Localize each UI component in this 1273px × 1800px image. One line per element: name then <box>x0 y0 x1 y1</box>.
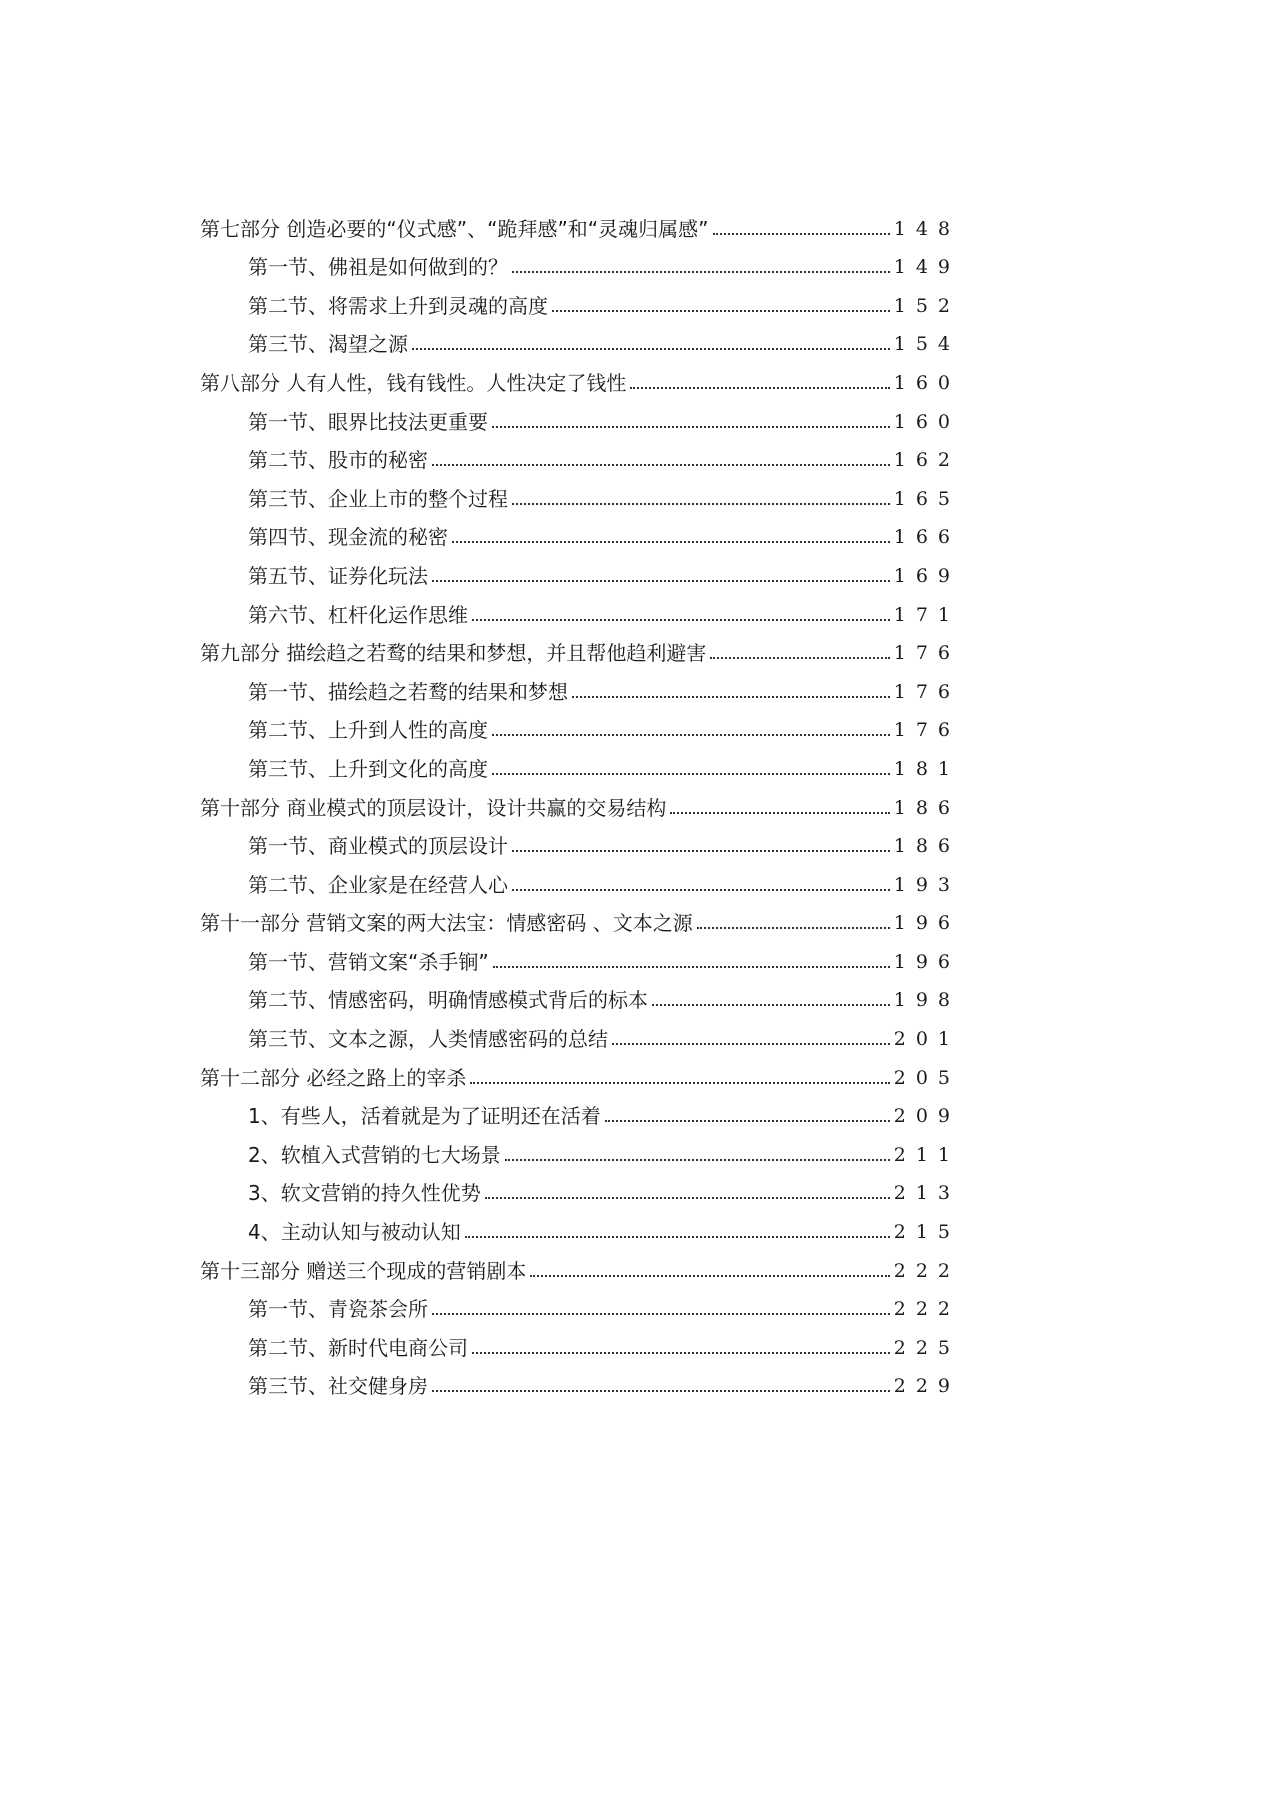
dot-leader <box>432 1313 890 1315</box>
toc-page-number: 198 <box>893 989 960 1012</box>
dot-leader <box>552 310 890 312</box>
toc-entry-title: 第二节、上升到人性的高度 <box>248 718 488 743</box>
dot-leader <box>630 387 889 389</box>
toc-entry-title: 第七部分 创造必要的“仪式感”、“跪拜感”和“灵魂归属感” <box>200 216 709 241</box>
toc-page-number: 166 <box>893 526 960 549</box>
dot-leader <box>512 503 890 505</box>
toc-entry-title: 第十一部分 营销文案的两大法宝：情感密码 、文本之源 <box>200 911 693 936</box>
toc-page-number: 148 <box>893 217 960 240</box>
toc-entry-title: 第三节、上升到文化的高度 <box>248 756 488 781</box>
toc-entry-title: 第十部分 商业模式的顶层设计，设计共赢的交易结构 <box>200 795 667 820</box>
dot-leader <box>492 734 890 736</box>
toc-entry-title: 第一节、青瓷茶会所 <box>248 1297 428 1322</box>
toc-entry-title: 2、软植入式营销的七大场景 <box>248 1142 501 1167</box>
toc-section-entry[interactable] <box>200 1128 960 1167</box>
toc-section-entry[interactable] <box>200 665 960 704</box>
toc-page-number: 169 <box>893 564 960 587</box>
toc-entry-title: 第五节、证券化玩法 <box>248 563 428 588</box>
toc-entry-title: 第六节、杠杆化运作思维 <box>248 602 468 627</box>
toc-entry-title: 第一节、佛祖是如何做到的？ <box>248 255 508 280</box>
dot-leader <box>612 1043 890 1045</box>
toc-section-entry[interactable] <box>200 279 960 318</box>
toc-section-entry[interactable] <box>200 704 960 743</box>
toc-page-number: 222 <box>893 1298 960 1321</box>
toc-entry-title: 第三节、渴望之源 <box>248 332 408 357</box>
toc-page-number: 186 <box>893 835 960 858</box>
toc-page-number: 196 <box>893 912 960 935</box>
toc-entry-title: 第二节、新时代电商公司 <box>248 1335 468 1360</box>
toc-section-entry[interactable] <box>200 588 960 627</box>
dot-leader <box>492 426 890 428</box>
toc-section-entry[interactable] <box>200 820 960 859</box>
toc-section-entry[interactable] <box>200 858 960 897</box>
toc-entry-title: 第二节、情感密码，明确情感模式背后的标本 <box>248 988 648 1013</box>
dot-leader <box>472 1352 890 1354</box>
toc-entry-title: 第十三部分 赠送三个现成的营销剧本 <box>200 1258 527 1283</box>
toc-page-number: 225 <box>893 1336 960 1359</box>
dot-leader <box>530 1275 889 1277</box>
toc-entry-title: 第一节、眼界比技法更重要 <box>248 409 488 434</box>
dot-leader <box>572 696 890 698</box>
toc-page-number: 176 <box>893 680 960 703</box>
dot-leader <box>432 580 890 582</box>
dot-leader <box>492 773 890 775</box>
toc-section-entry[interactable] <box>200 395 960 434</box>
toc-part-entry[interactable] <box>200 897 960 936</box>
toc-entry-title: 4、主动认知与被动认知 <box>248 1220 461 1245</box>
toc-part-entry[interactable] <box>200 781 960 820</box>
toc-section-entry[interactable] <box>200 1360 960 1399</box>
dot-leader <box>697 927 890 929</box>
toc-entry-title: 1、有些人，活着就是为了证明还在活着 <box>248 1104 601 1129</box>
toc-page-number: 213 <box>893 1182 960 1205</box>
toc-page-number: 215 <box>893 1221 960 1244</box>
dot-leader <box>493 966 890 968</box>
toc-entry-title: 第二节、股市的秘密 <box>248 448 428 473</box>
dot-leader <box>512 850 890 852</box>
toc-section-entry[interactable] <box>200 1321 960 1360</box>
dot-leader <box>710 657 889 659</box>
toc-entry-title: 第三节、社交健身房 <box>248 1374 428 1399</box>
toc-section-entry[interactable] <box>200 549 960 588</box>
dot-leader <box>472 619 890 621</box>
dot-leader <box>670 812 889 814</box>
toc-section-entry[interactable] <box>200 974 960 1013</box>
toc-entry-title: 第三节、企业上市的整个过程 <box>248 486 508 511</box>
dot-leader <box>512 889 890 891</box>
dot-leader <box>452 541 890 543</box>
toc-entry-title: 第八部分 人有人性，钱有钱性。人性决定了钱性 <box>200 370 627 395</box>
toc-page-number: 196 <box>893 950 960 973</box>
toc-part-entry[interactable] <box>200 627 960 666</box>
dot-leader <box>512 271 890 273</box>
toc-page-number: 160 <box>893 371 960 394</box>
dot-leader <box>713 233 890 235</box>
dot-leader <box>412 348 890 350</box>
toc-page-number: 186 <box>893 796 960 819</box>
toc-page-number: 181 <box>893 757 960 780</box>
toc-page-number: 229 <box>893 1375 960 1398</box>
toc-page-number: 201 <box>893 1028 960 1051</box>
toc-page-number: 209 <box>893 1105 960 1128</box>
toc-page-number: 171 <box>893 603 960 626</box>
toc-page-number: 154 <box>893 333 960 356</box>
toc-section-entry[interactable] <box>200 241 960 280</box>
dot-leader <box>605 1120 890 1122</box>
toc-page-number: 165 <box>893 487 960 510</box>
toc-part-entry[interactable] <box>200 202 960 241</box>
toc-page-number: 205 <box>893 1066 960 1089</box>
toc-entry-title: 第九部分 描绘趋之若鹜的结果和梦想，并且帮他趋利避害 <box>200 641 707 666</box>
toc-section-entry[interactable] <box>200 1283 960 1322</box>
toc-page-number: 193 <box>893 873 960 896</box>
toc-page-number: 162 <box>893 449 960 472</box>
dot-leader <box>505 1159 890 1161</box>
toc-entry-title: 第三节、文本之源，人类情感密码的总结 <box>248 1027 608 1052</box>
dot-leader <box>432 464 890 466</box>
toc-section-entry[interactable] <box>200 434 960 473</box>
toc-part-entry[interactable] <box>200 1051 960 1090</box>
dot-leader <box>485 1197 890 1199</box>
toc-part-entry[interactable] <box>200 1244 960 1283</box>
toc-section-entry[interactable] <box>200 935 960 974</box>
toc-entry-title: 第十二部分 必经之路上的宰杀 <box>200 1065 467 1090</box>
toc-entry-title: 第一节、商业模式的顶层设计 <box>248 834 508 859</box>
toc-section-entry[interactable] <box>200 1090 960 1129</box>
toc-section-entry[interactable] <box>200 1167 960 1206</box>
dot-leader <box>470 1082 889 1084</box>
toc-part-entry[interactable] <box>200 356 960 395</box>
toc-page-number: 176 <box>893 642 960 665</box>
dot-leader <box>652 1004 890 1006</box>
toc-page-number: 149 <box>893 256 960 279</box>
toc-page-number: 222 <box>893 1259 960 1282</box>
toc-page-number: 176 <box>893 719 960 742</box>
table-of-contents <box>200 202 960 1398</box>
toc-entry-title: 第一节、营销文案“杀手锏” <box>248 949 489 974</box>
toc-entry-title: 第四节、现金流的秘密 <box>248 525 448 550</box>
dot-leader <box>465 1236 890 1238</box>
toc-section-entry[interactable] <box>200 472 960 511</box>
dot-leader <box>432 1390 890 1392</box>
toc-entry-title: 3、软文营销的持久性优势 <box>248 1181 481 1206</box>
toc-section-entry[interactable] <box>200 1012 960 1051</box>
toc-page-number: 211 <box>893 1143 960 1166</box>
toc-page-number: 152 <box>893 294 960 317</box>
toc-page-number: 160 <box>893 410 960 433</box>
toc-entry-title: 第二节、企业家是在经营人心 <box>248 872 508 897</box>
toc-section-entry[interactable] <box>200 511 960 550</box>
toc-entry-title: 第二节、将需求上升到灵魂的高度 <box>248 293 548 318</box>
toc-section-entry[interactable] <box>200 742 960 781</box>
toc-entry-title: 第一节、描绘趋之若鹜的结果和梦想 <box>248 679 568 704</box>
toc-section-entry[interactable] <box>200 318 960 357</box>
toc-section-entry[interactable] <box>200 1205 960 1244</box>
